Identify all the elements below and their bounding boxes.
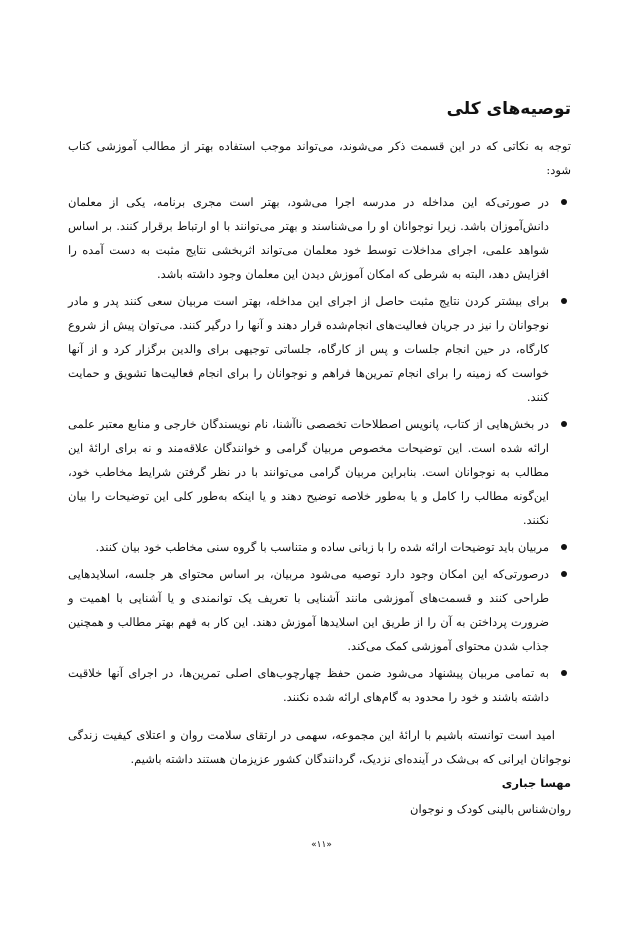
bullet-icon: [561, 571, 567, 577]
list-item-text: به تمامی مربیان پیشنهاد می‌شود ضمن حفظ چهارچوب‌های اصلی تمرین‌ها، در اجرای آنها خلاقیت داشته باشند و خود را محدود به گام‌های ارائه شده نکنند.: [68, 666, 549, 704]
bullet-icon: [561, 421, 567, 427]
recommendation-list: [68, 190, 571, 709]
list-item: [68, 289, 571, 409]
intro-paragraph: توجه به نکاتی که در این قسمت ذکر می‌شوند، می‌تواند موجب استفاده بهتر از مطالب آموزشی کتاب شود:: [68, 139, 571, 177]
bullet-icon: [561, 544, 567, 550]
author-name: مهسا جباری: [501, 776, 571, 790]
list-item-text: مربیان باید توضیحات ارائه شده را با زبانی ساده و متناسب با گروه سنی مخاطب خود بیان کنند.: [95, 540, 549, 554]
list-item-text: در بخش‌هایی از کتاب، پانویس اصطلاحات تخصصی ناآشنا، نام نویسندگان خارجی و منابع معتبر علمی ارائه شده است. این توضیحات مخصوص مربیان گرامی و خوانندگان علاقه‌مند و نه برای ارائهٔ این مطالب به نوجوانان است. بنابراین مربیان گرامی می‌توانند با در نظر گرفتن شرایط مخاطب خود، این‌گونه مطالب را کامل و یا به‌طور خلاصه توضیح دهند و یا اینکه به‌طور کلی این توضیحات را بیان نکنند.: [68, 417, 549, 527]
list-item-text: در صورتی‌که این مداخله در مدرسه اجرا می‌شود، بهتر است مجری برنامه، یکی از معلمان دانش‌آموزان باشد. زیرا نوجوانان او را می‌شناسند و بهتر می‌توانند با او ارتباط برقرار کنند. بر اساس شواهد علمی، اجرای مداخلات توسط خود معلمان می‌تواند اثربخشی نتایج مثبت به دست آمده را افزایش دهد، البته به شرطی که امکان آموزش دیدن این معلمان وجود داشته باشد.: [68, 195, 549, 281]
page-number: «۱۱»: [311, 840, 332, 850]
bullet-icon: [561, 199, 567, 205]
document-page: [68, 96, 571, 821]
bullet-icon: [561, 298, 567, 304]
list-item: [68, 412, 571, 532]
list-item-text: برای بیشتر کردن نتایج مثبت حاصل از اجرای این مداخله، بهتر است مربیان سعی کنند پدر و مادر نوجوانان را نیز در جریان فعالیت‌های انجام‌شده قرار دهند و آنها را درگیر کنند. می‌توان پیش از شروع کارگاه، در حین انجام جلسات و پس از کارگاه، جلساتی توجیهی برای والدین برگزار کرد و از آنها خواست که زمینه را برای انجام تمرین‌ها فراهم و نوجوانان را برای انجام فعالیت‌ها تشویق و حمایت کنند.: [68, 294, 549, 404]
section-title: توصیه‌های کلی: [446, 99, 571, 119]
list-item-text: درصورتی‌که این امکان وجود دارد توصیه می‌شود مربیان، بر اساس محتوای هر جلسه، اسلایدهایی طراحی کنند و قسمت‌های آموزشی مانند آشنایی با تعریف یک توانمندی و یا آشنایی با اهمیت و ضرورت پرداختن به آن را از طریق این اسلایدها آموزش دهند. این کار به فهم بهتر مطالب و همچنین جذاب شدن محتوای آموزشی کمک می‌کند.: [68, 567, 549, 653]
closing-paragraph: امید است توانسته باشیم با ارائهٔ این مجموعه، سهمی در ارتقای سلامت روان و اعتلای کیفیت زندگی نوجوانان ایرانی که بی‌شک در آینده‌ای نزدیک، گردانندگان کشور عزیزمان هستند داشته باشیم.: [68, 728, 571, 766]
bullet-icon: [561, 670, 567, 676]
author-role: روان‌شناس بالینی کودک و نوجوان: [410, 802, 571, 816]
list-item: [68, 661, 571, 709]
list-item: [68, 535, 571, 559]
list-item: [68, 190, 571, 286]
list-item: [68, 562, 571, 658]
